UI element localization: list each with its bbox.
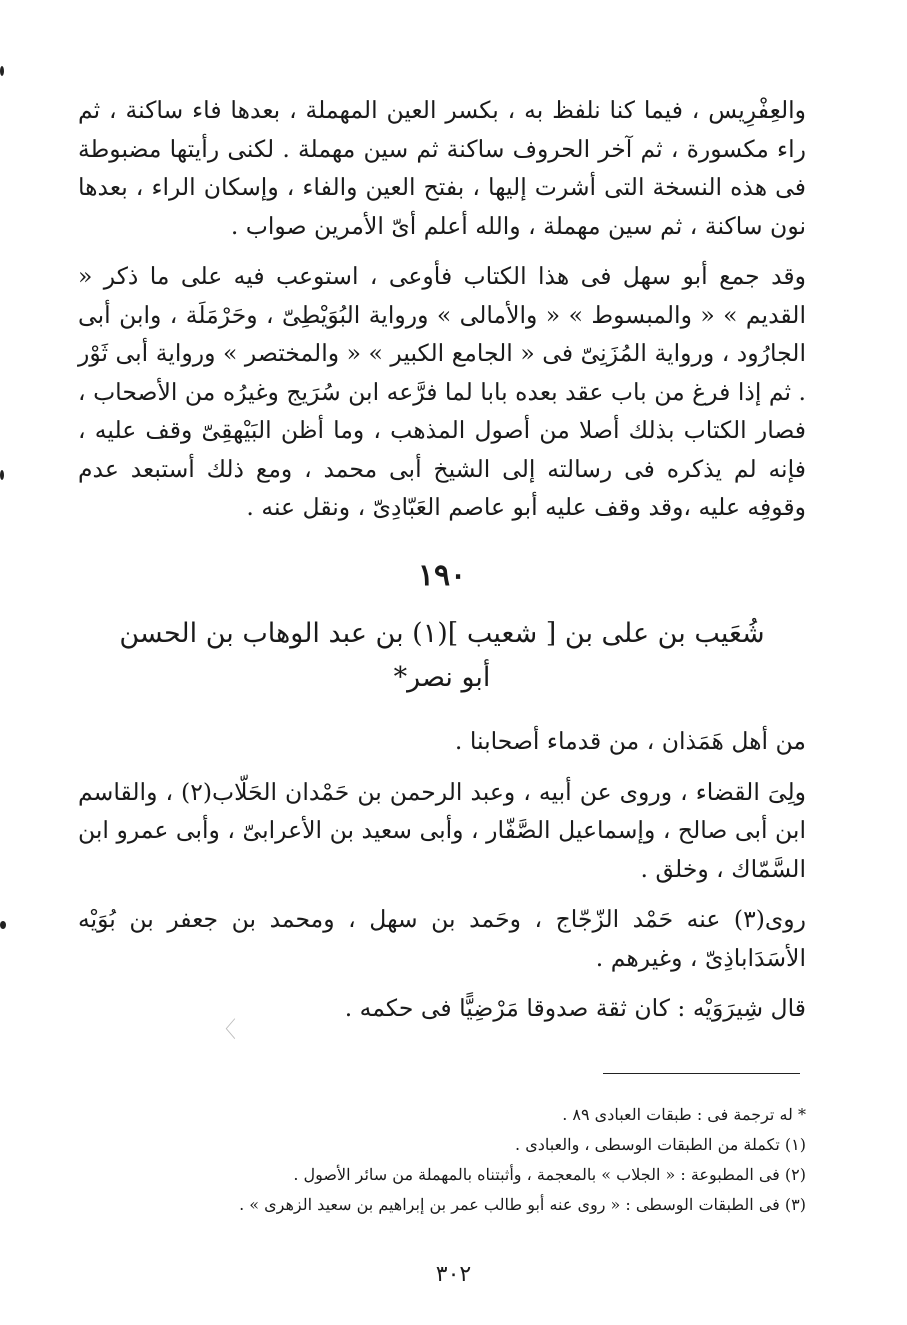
footnotes bbox=[180, 1100, 806, 1220]
scan-speck bbox=[0, 470, 4, 480]
entry-title-line: أبو نصر* bbox=[393, 662, 491, 693]
footnote: * له ترجمة فى : طبقات العبادى ٨٩ . bbox=[562, 1105, 806, 1124]
footnote: (٢) فى المطبوعة : « الجلاب » بالمعجمة ، وأثبتناه بالمهملة من سائر الأصول . bbox=[293, 1165, 806, 1184]
footnote: (١) تكملة من الطبقات الوسطى ، والعبادى . bbox=[515, 1135, 806, 1154]
scan-speck bbox=[0, 921, 6, 929]
footnote: (٣) فى الطبقات الوسطى : « روى عنه أبو طالب عمر بن إبراهيم بن سعيد الزهرى » . bbox=[239, 1195, 806, 1214]
entry-title-line: شُعَيب بن على بن [ شعيب ](١) بن عبد الوهاب بن الحسن bbox=[119, 618, 765, 649]
entry-number: ١٩٠ bbox=[417, 558, 467, 593]
paragraph: والعِفْرِيس ، فيما كنا نلفظ به ، بكسر العين المهملة ، بعدها فاء ساكنة ، ثم راء مكسورة ، ثم آخر الحروف ساكنة ثم سين مهملة . لكنى رأيتها مضبوطة فى هذه النسخة التى أشرت إليها ، بفتح العين والفاء ، وإسكان الراء ، بعدها نون ساكنة ، ثم سين مهملة ، والله أعلم أىّ الأمرين صواب . bbox=[78, 96, 806, 240]
paragraph: ولِىَ القضاء ، وروى عن أبيه ، وعبد الرحمن بن حَمْدان الحَلّاب(٢) ، والقاسم ابن أبى صالح ، وإسماعيل الصَّفّار ، وأبى سعيد بن الأعرابىّ ، وأبى عمرو ابن السَّمّاك ، وخلق . bbox=[78, 777, 806, 883]
paragraph: وقد جمع أبو سهل فى هذا الكتاب فأوعى ، استوعب فيه على ما ذكر « القديم » « والمبسوط » « والأمالى » ورواية البُوَيْطِىّ ، وحَرْمَلَة ، وابن أبى الجارُود ، ورواية المُزَنِىّ فى « الجامع الكبير » « والمختصر » ورواية أبى ثَوْر . ثم إذا فرغ من باب عقد بعده بابا لما فرَّعه ابن سُرَيج وغيرُه من الأصحاب ، فصار الكتاب بذلك أصلا من أصول المذهب ، وما أظن البَيْهقِىّ وقف عليه ، فإنه لم يذكره فى رسالته إلى الشيخ أبى محمد ، ومع ذلك أستبعد عدم وقوفِه عليه ،وقد وقف عليه أبو عاصم العَبّادِىّ ، ونقل عنه . bbox=[78, 262, 806, 521]
entry-title bbox=[78, 612, 806, 700]
paragraph: من أهل هَمَذان ، من قدماء أصحابنا . bbox=[454, 727, 806, 755]
entry-body bbox=[78, 722, 806, 1028]
paragraph: روى(٣) عنه حَمْد الزّجّاج ، وحَمد بن سهل ، ومحمد بن جعفر بن بُوَيْه الأسَدَاباذِىّ ، وغيرهم . bbox=[78, 905, 806, 972]
scan-speck bbox=[0, 66, 4, 76]
intro-section bbox=[78, 91, 806, 527]
paragraph: قال شِيرَوَيْه : كان ثقة صدوقا مَرْضِيًّا فى حكمه . bbox=[344, 994, 806, 1022]
footnote-divider bbox=[603, 1073, 800, 1074]
page-number: ٣٠٢ bbox=[435, 1262, 472, 1287]
chevron-left-icon: 〈 bbox=[214, 1018, 237, 1043]
